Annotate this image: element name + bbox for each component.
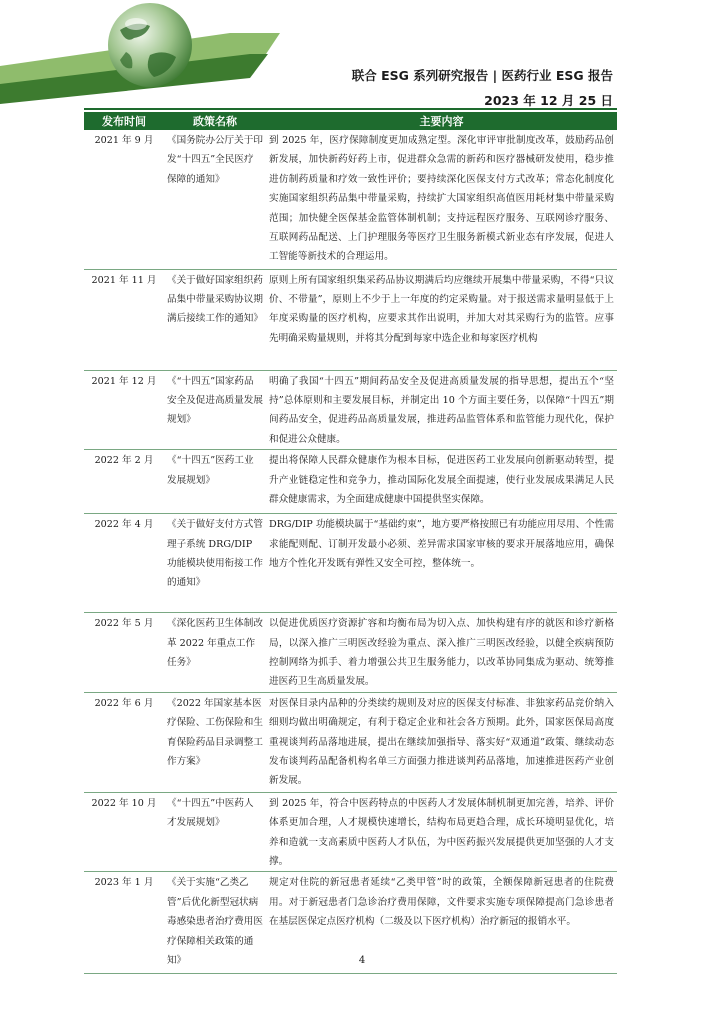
row-policy-name: 《2022 年国家基本医疗保险、工伤保险和生育保险药品目录调整工作方案》 [164,692,266,792]
row-date: 2022 年 4 月 [84,514,164,613]
column-header-policy: 政策名称 [164,112,266,130]
column-header-date: 发布时间 [84,112,164,130]
row-date: 2021 年 12 月 [84,370,164,450]
row-content: 规定对住院的新冠患者延续“乙类甲管”时的政策，全额保障新冠患者的住院费用。对于新冠患者门急诊治疗费用保障，文件要求实施专项保障提高门急诊患者在基层医保定点医疗机构（二级及以下医疗机构）治疗新冠的报销水平。 [266,872,617,974]
row-content: DRG/DIP 功能模块属于“基础约束”，地方要严格按照已有功能应用尽用、个性需求能配则配、订制开发最小必须、差异需求国家审核的要求开展落地应用，确保地方个性化开发既有弹性又安全可控，整体统一。 [266,514,617,613]
row-policy-name: 《“十四五”医药工业发展规划》 [164,450,266,514]
table-row [84,130,617,269]
row-policy-name: 《“十四五”中医药人才发展规划》 [164,792,266,872]
row-date: 2023 年 1 月 [84,872,164,974]
table-row [84,370,617,450]
row-policy-name: 《关于做好国家组织药品集中带量采购协议期满后接续工作的通知》 [164,269,266,370]
policy-table [84,112,617,974]
row-content: 到 2025 年，符合中医药特点的中医药人才发展体制机制更加完善，培养、评价体系更加合理，人才规模快速增长，结构布局更趋合理，成长环境明显优化，培养和造就一支高素质中医药人才队伍，为中医药振兴发展提供更加坚强的人才支撑。 [266,792,617,872]
row-date: 2022 年 10 月 [84,792,164,872]
row-content: 明确了我国“十四五”期间药品安全及促进高质量发展的指导思想，提出五个“坚持”总体原则和主要发展目标，并制定出 10 个方面主要任务，以保障“十四五”期间药品安全，促进药品高质量发展，推进药品监管体系和监管能力现代化，保护和促进公众健康。 [266,370,617,450]
row-content: 提出将保障人民群众健康作为根本目标，促进医药工业发展向创新驱动转型，提升产业链稳定性和竞争力，推动国际化发展全面提速，使行业发展成果满足人民群众健康需求，为全面建成健康中国提供坚实保障。 [266,450,617,514]
report-date: 2023 年 12 月 25 日 [484,93,613,108]
table-row [84,514,617,613]
row-policy-name: 《“十四五”国家药品安全及促进高质量发展规划》 [164,370,266,450]
page-number: 4 [358,955,366,966]
table-row [84,792,617,872]
row-date: 2022 年 6 月 [84,692,164,792]
row-policy-name: 《关于实施“乙类乙管”后优化新型冠状病毒感染患者治疗费用医疗保障相关政策的通知》 [164,872,266,974]
row-date: 2021 年 11 月 [84,269,164,370]
table-header-row [84,112,617,130]
row-content: 原则上所有国家组织集采药品协议期满后均应继续开展集中带量采购，不得“只议价、不带量”，原则上不少于上一年度的约定采购量。对于报送需求量明显低于上年度采购量的医疗机构，应要求其作出说明，并加大对其采购行为的监管。应事先明确采购量规则，并将其分配到每家中选企业和每家医疗机构 [266,269,617,370]
table-row [84,450,617,514]
table-row [84,269,617,370]
row-policy-name: 《国务院办公厅关于印发“十四五”全民医疗保障的通知》 [164,130,266,269]
table-row [84,692,617,792]
row-content: 对医保目录内品种的分类续约规则及对应的医保支付标准、非独家药品竞价纳入细则均做出明确规定，有利于稳定企业和社会各方预期。此外，国家医保局高度重视谈判药品落地进展，提出在继续加强指导、落实好“双通道”政策、继续动态发布谈判药品配备机构名单三方面强力推进谈判药品落地，加速推进医药产业创新发展。 [266,692,617,792]
row-policy-name: 《深化医药卫生体制改革 2022 年重点工作任务》 [164,613,266,693]
logo-graphic [0,0,280,110]
row-date: 2022 年 5 月 [84,613,164,693]
row-content: 以促进优质医疗资源扩容和均衡布局为切入点、加快构建有序的就医和诊疗新格局，以深入推广三明医改经验为重点、深入推广三明医改经验，以健全疾病预防控制网络为抓手、着力增强公共卫生服务能力，以改革协同集成为驱动、统筹推进医药卫生高质量发展。 [266,613,617,693]
row-date: 2021 年 9 月 [84,130,164,269]
table-row [84,613,617,693]
row-content: 到 2025 年，医疗保障制度更加成熟定型。深化审评审批制度改革，鼓励药品创新发展，加快新药好药上市，促进群众急需的新药和医疗器械研发使用，稳步推进仿制药质量和疗效一致性评价；要持续深化医保支付方式改革；常态化制度化实施国家组织药品集中带量采购，持续扩大国家组织高值医用耗材集中带量采购范围；加快健全医保基金监管体制机制；支持远程医疗服务、互联网诊疗服务、互联网药品配送、上门护理服务等医疗卫生服务新模式新业态有序发展，促进人工智能等新技术的合理运用。 [266,130,617,269]
header-divider [84,108,617,110]
row-date: 2022 年 2 月 [84,450,164,514]
report-title: 联合 ESG 系列研究报告 | 医药行业 ESG 报告 [351,68,613,83]
column-header-content: 主要内容 [266,112,617,130]
row-policy-name: 《关于做好支付方式管理子系统 DRG/DIP 功能模块使用衔接工作的通知》 [164,514,266,613]
